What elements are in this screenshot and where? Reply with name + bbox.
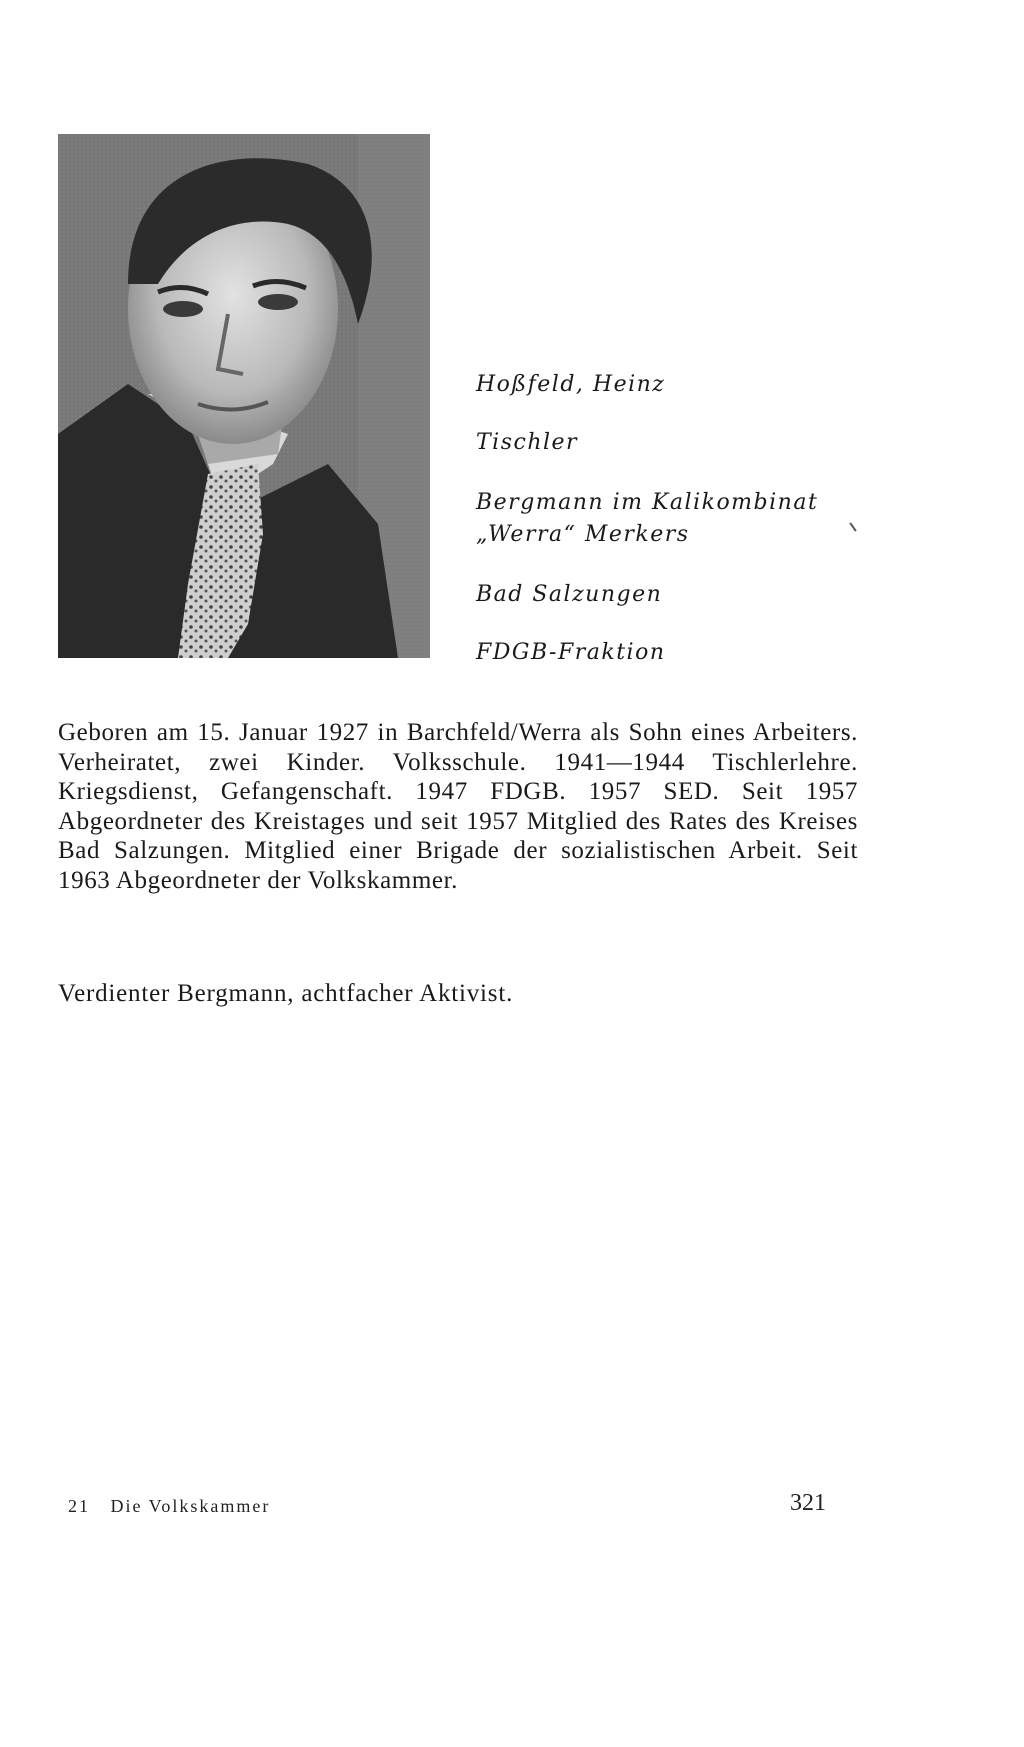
honors-line: Verdienter Bergmann, achtfacher Aktivist.: [58, 980, 514, 1007]
workplace-line-1: Bergmann im Kalikombinat: [476, 490, 819, 515]
profession: Tischler: [476, 430, 579, 455]
person-name: Hoßfeld, Heinz: [476, 372, 666, 397]
workplace-line-2: „Werra“ Merkers: [476, 522, 690, 547]
footer-signature: [68, 1496, 270, 1517]
signature-number: 21: [68, 1496, 90, 1516]
parliamentary-faction: FDGB-Fraktion: [476, 640, 666, 665]
book-title: Die Volkskammer: [110, 1496, 271, 1516]
portrait-photo: [58, 134, 430, 658]
page-number: 321: [790, 1490, 826, 1516]
print-mark: [849, 522, 856, 531]
portrait-image: [58, 134, 430, 658]
electoral-district: Bad Salzungen: [476, 582, 663, 607]
biography-paragraph: Geboren am 15. Januar 1927 in Barchfeld/Werra als Sohn eines Arbeiters. Verheiratet, zwei Kinder. Volksschule. 1941—1944 Tischlerlehre. Kriegsdienst, Gefangenschaft. 1947 FDGB. 1957 SED. Seit 1957 Abgeordneter des Kreistages und seit 1957 Mitglied des Rates des Kreises Bad Salzungen. Mitglied einer Brigade der sozialistischen Arbeit. Seit 1963 Abgeordneter der Volkskammer.: [58, 719, 858, 894]
